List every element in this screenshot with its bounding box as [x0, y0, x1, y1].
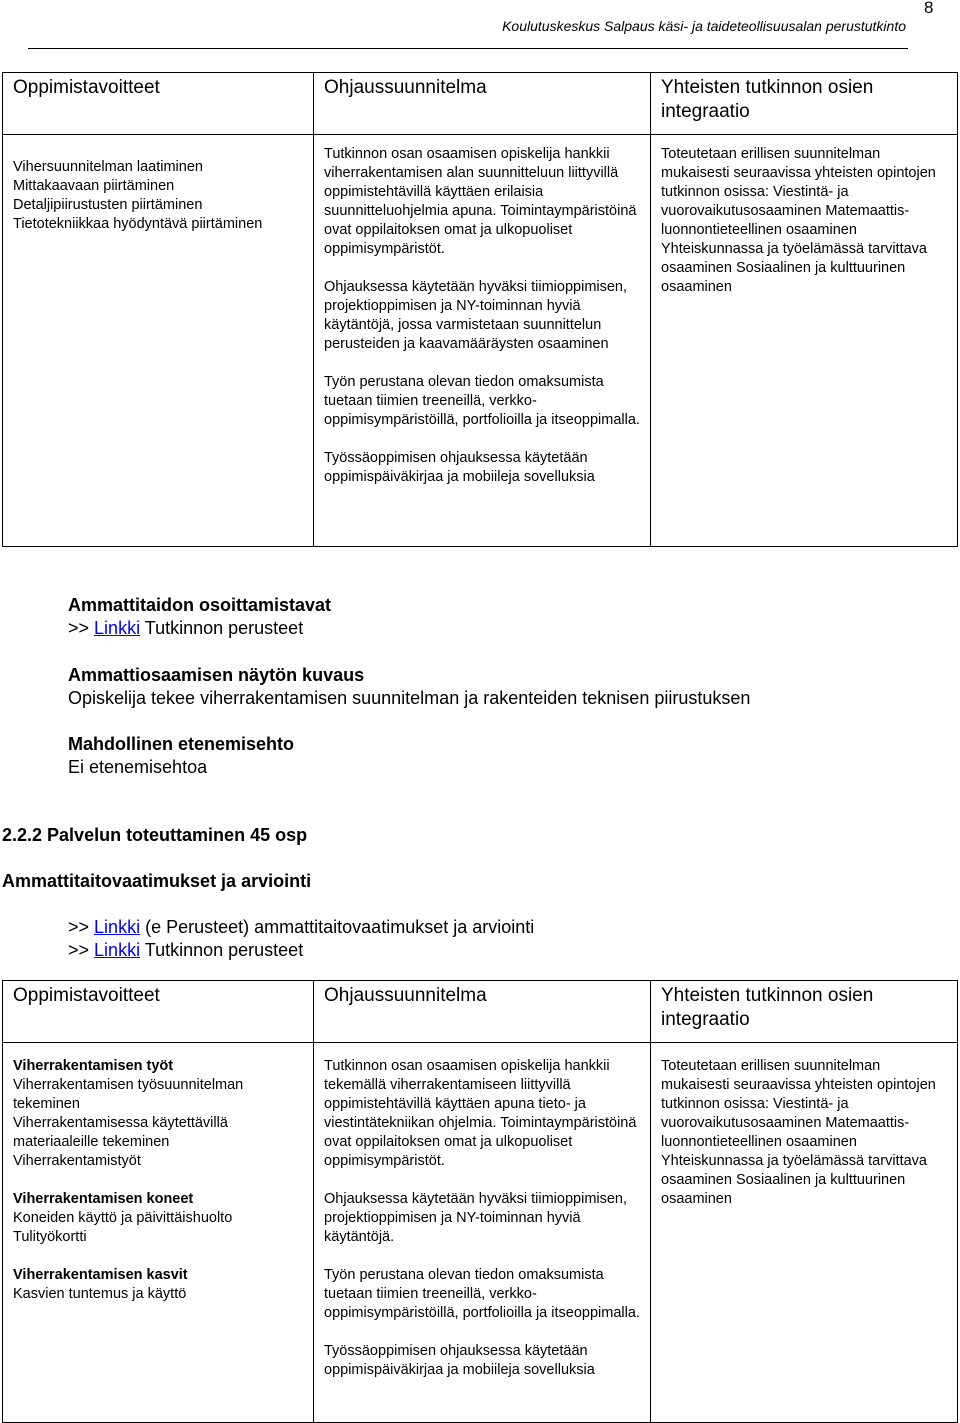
plan-paragraph: Tutkinnon osan osaamisen opiskelija hankkii viherrakentamisen alan suunnitteluun liittyvillä oppimistehtävillä käyttäen erilaisia suunnitteluohjelmia apuna. Toimintaympäristöinä ovat oppilaitoksen omat ja ulkopuoliset oppimisympäristöt.	[324, 146, 637, 257]
table2-header-plan: Ohjaussuunnitelma	[314, 981, 651, 1043]
plan-paragraph: Ohjauksessa käytetään hyväksi tiimioppimisen, projektioppimisen ja NY-toiminnan hyviä käytäntöjä.	[324, 1191, 628, 1245]
linkki-link[interactable]: Linkki	[94, 940, 141, 960]
ammattitaito-section	[68, 594, 331, 640]
goal-line: Tulityökortti	[13, 1229, 87, 1245]
page-number: 8	[924, 0, 934, 17]
goal-line: Mittakaavaan piirtäminen	[13, 178, 175, 194]
plan-paragraph: Työn perustana olevan tiedon omaksumista tuetaan tiimien treeneillä, verkko-oppimisympäristöillä, portfolioilla ja itseoppimalla.	[324, 374, 640, 428]
goal-line: Vihersuunnitelman laatiminen	[13, 159, 203, 175]
links-block	[68, 916, 534, 962]
integration-text: Toteutetaan erillisen suunnitelman mukaisesti seuraavissa yhteisten opintojen tutkinnon osissa: Viestintä- ja vuorovaikutusosaaminen Matemaattis-luonnontieteellinen osaaminen Yhteiskunnassa ja työelämässä tarvittava osaaminen Sosiaalinen ja kulttuurinen osaaminen	[661, 1058, 936, 1207]
table1-header-plan: Ohjaussuunnitelma	[314, 73, 651, 135]
section-text: Ei etenemisehtoa	[68, 757, 208, 777]
section-heading: Mahdollinen etenemisehto	[68, 734, 295, 754]
table1-header-integration: Yhteisten tutkinnon osien integraatio	[651, 73, 958, 135]
section-text: Opiskelija tekee viherrakentamisen suunnitelman ja rakenteiden teknisen piirustuksen	[68, 688, 751, 708]
header-rule	[28, 48, 908, 49]
table1-header-goals: Oppimistavoitteet	[3, 73, 314, 135]
plan-paragraph: Työssäoppimisen ohjauksessa käytetään oppimispäiväkirjaa ja mobiileja sovelluksia	[324, 1343, 595, 1378]
section-title-222: 2.2.2 Palvelun toteuttaminen 45 osp	[2, 825, 308, 845]
link-line: >> Linkki Tutkinnon perusteet	[68, 618, 304, 638]
goal-line: Viherrakentamistyöt	[13, 1153, 141, 1169]
section-heading: Ammattitaidon osoittamistavat	[68, 595, 332, 615]
table1-plan-cell	[314, 135, 651, 547]
table2-integration-cell	[651, 1043, 958, 1423]
goal-line: Tietotekniikkaa hyödyntävä piirtäminen	[13, 216, 263, 232]
section-subtitle: Ammattitaitovaatimukset ja arviointi	[2, 871, 312, 891]
document-header: Koulutuskeskus Salpaus käsi- ja taideteollisuusalan perustutkinto	[502, 18, 906, 34]
plan-paragraph: Ohjauksessa käytetään hyväksi tiimioppimisen, projektioppimisen ja NY-toiminnan hyviä käytäntöjä, jossa varmistetaan suunnittelun perusteiden ja kaavamääräysten osaaminen	[324, 279, 628, 352]
plan-paragraph: Tutkinnon osan osaamisen opiskelija hankkii tekemällä viherrakentamiseen liittyvillä oppimistehtävillä käyttäen apuna tieto- ja viestintätekniikan ohjelmia. Toimintaympäristöinä ovat oppilaitoksen omat ja ulkopuoliset oppimisympäristöt.	[324, 1058, 637, 1169]
goal-group-title: Viherrakentamisen koneet	[13, 1191, 194, 1207]
table2-goals-cell	[3, 1043, 314, 1423]
learning-table-2	[2, 980, 958, 1423]
learning-table-1	[2, 72, 958, 547]
link-line: >> Linkki (e Perusteet) ammattitaitovaatimukset ja arviointi	[68, 917, 535, 937]
goal-line: Koneiden käyttö ja päivittäishuolto	[13, 1210, 233, 1226]
linkki-link[interactable]: Linkki	[94, 618, 141, 638]
section-heading: Ammattiosaamisen näytön kuvaus	[68, 665, 365, 685]
goal-group-title: Viherrakentamisen työt	[13, 1058, 174, 1074]
table2-header-integration: Yhteisten tutkinnon osien integraatio	[651, 981, 958, 1043]
naytto-section	[68, 664, 750, 710]
table2-plan-cell	[314, 1043, 651, 1423]
link-line: >> Linkki Tutkinnon perusteet	[68, 940, 304, 960]
goal-line: Viherrakentamisen työsuunnitelman tekeminen	[13, 1077, 244, 1112]
integration-text: Toteutetaan erillisen suunnitelman mukaisesti seuraavissa yhteisten opintojen tutkinnon osissa: Viestintä- ja vuorovaikutusosaaminen Matemaattis-luonnontieteellinen osaaminen Yhteiskunnassa ja työelämässä tarvittava osaaminen Sosiaalinen ja kulttuurinen osaaminen	[661, 146, 936, 295]
linkki-link[interactable]: Linkki	[94, 917, 141, 937]
etenemis-section	[68, 733, 294, 779]
table1-goals-cell	[3, 135, 314, 547]
goal-line: Viherrakentamisessa käytettävillä materiaaleille tekeminen	[13, 1115, 228, 1150]
plan-paragraph: Työssäoppimisen ohjauksessa käytetään oppimispäiväkirjaa ja mobiileja sovelluksia	[324, 450, 595, 485]
goal-group-title: Viherrakentamisen kasvit	[13, 1267, 188, 1283]
plan-paragraph: Työn perustana olevan tiedon omaksumista tuetaan tiimien treeneillä, verkko-oppimisympäristöillä, portfolioilla ja itseoppimalla.	[324, 1267, 640, 1321]
table1-integration-cell	[651, 135, 958, 547]
goal-line: Kasvien tuntemus ja käyttö	[13, 1286, 187, 1302]
table2-header-goals: Oppimistavoitteet	[3, 981, 314, 1043]
goal-line: Detaljipiirustusten piirtäminen	[13, 197, 203, 213]
